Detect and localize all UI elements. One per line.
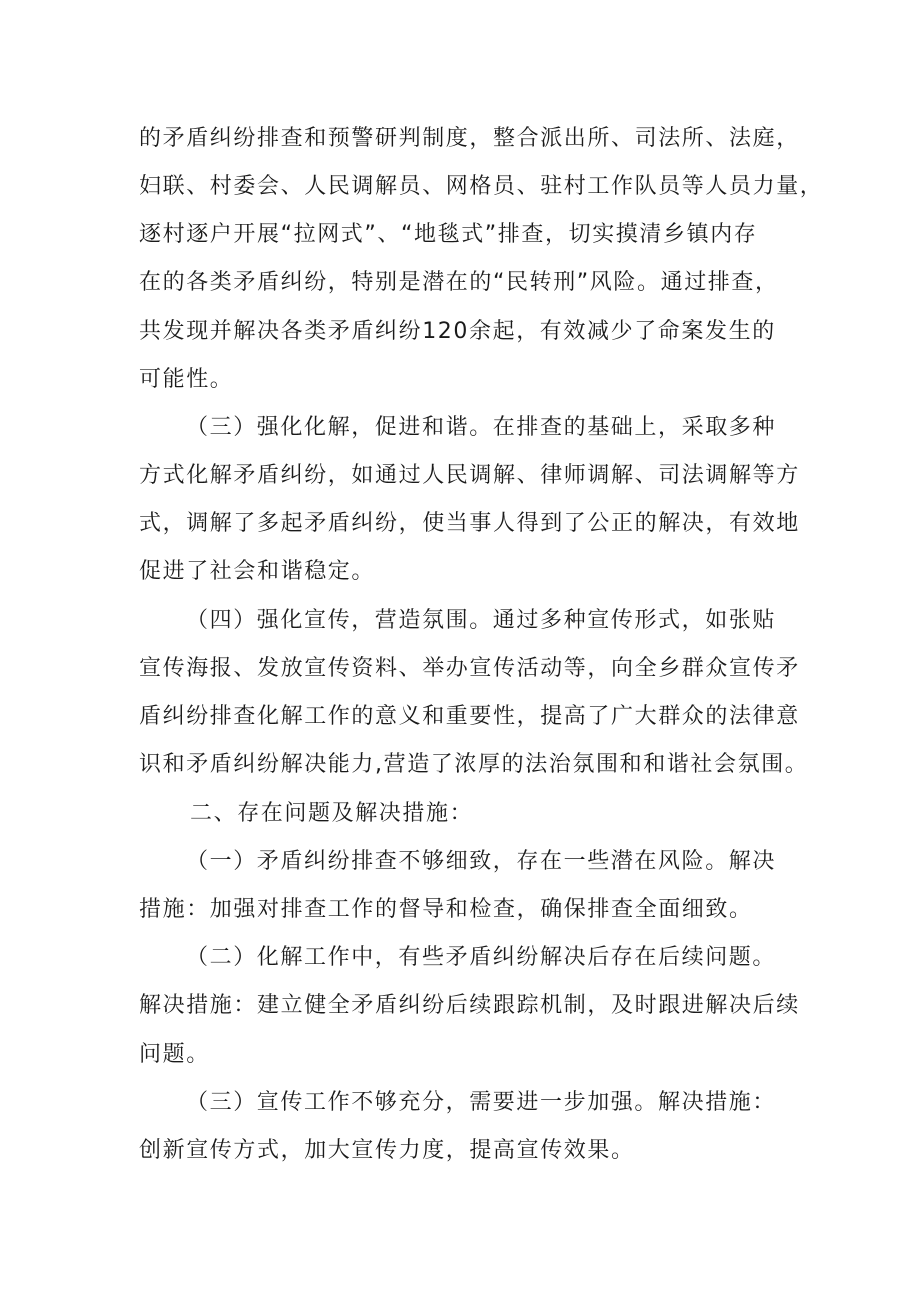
text-line: 解决措施：建立健全矛盾纠纷后续跟踪机制，及时跟进解决后续: [139, 993, 800, 1018]
text-line: （二）化解工作中，有些矛盾纠纷解决后存在后续问题。: [186, 945, 777, 970]
text-line: 宣传海报、发放宣传资料、举办宣传活动等，向全乡群众宣传矛: [139, 656, 800, 681]
text-line: （三）宣传工作不够充分，需要进一步加强。解决措施：: [186, 1090, 777, 1115]
text-line: 盾纠纷排查化解工作的意义和重要性，提高了广大群众的法律意: [139, 704, 800, 729]
text-line: 的矛盾纠纷排查和预警研判制度，整合派出所、司法所、法庭，: [139, 126, 800, 151]
text-line: 创新宣传方式，加大宣传力度，提高宣传效果。: [139, 1138, 635, 1163]
text-line: 促进了社会和谐稳定。: [139, 559, 376, 584]
text-line: （一）矛盾纠纷排查不够细致，存在一些潜在风险。解决: [186, 849, 777, 874]
text-line: （四）强化宣传，营造氛围。通过多种宣传形式，如张贴: [186, 608, 777, 633]
text-line: 问题。: [139, 1042, 210, 1067]
text-line: 可能性。: [139, 367, 234, 392]
text-line: 在的各类矛盾纠纷，特别是潜在的“民转刑”风险。通过排查，: [139, 270, 779, 295]
section-heading: 二、存在问题及解决措施：: [190, 801, 474, 826]
text-line: 式，调解了多起矛盾纠纷，使当事人得到了公正的解决，有效地: [139, 511, 800, 536]
text-line: 识和矛盾纠纷解决能力,营造了浓厚的法治氛围和和谐社会氛围。: [139, 752, 809, 777]
text-line: 共发现并解决各类矛盾纠纷120余起，有效减少了命案发生的: [139, 319, 776, 344]
text-line: 妇联、村委会、人民调解员、网格员、驻村工作队员等人员力量，: [139, 174, 824, 199]
text-line: （三）强化化解，促进和谐。在排查的基础上，采取多种: [186, 415, 777, 440]
text-line: 方式化解矛盾纠纷，如通过人民调解、律师调解、司法调解等方: [139, 463, 800, 488]
text-line: 措施：加强对排查工作的督导和检查，确保排查全面细致。: [139, 897, 753, 922]
text-line: 逐村逐户开展“拉网式”、“地毯式”排查，切实摸清乡镇内存: [139, 222, 758, 247]
